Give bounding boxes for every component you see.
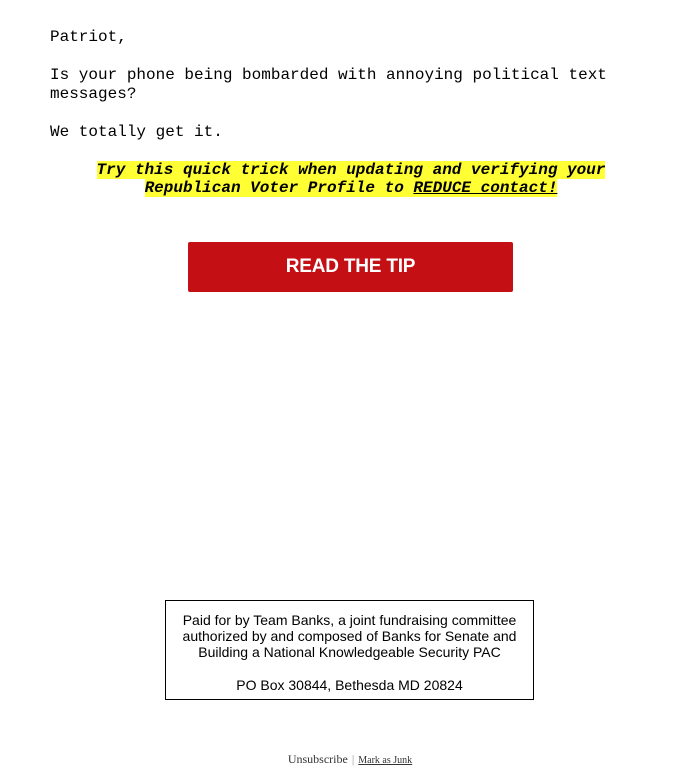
read-the-tip-button[interactable]: READ THE TIP — [188, 242, 513, 292]
greeting: Patriot, — [50, 28, 127, 46]
email-body — [50, 28, 620, 197]
intro-paragraph: Is your phone being bombarded with annoying political text messages? — [50, 66, 607, 103]
email-footer — [0, 752, 700, 767]
reduce-contact-link[interactable]: REDUCE contact! — [413, 179, 558, 197]
empathy-paragraph: We totally get it. — [50, 123, 223, 141]
paid-for-text: Paid for by Team Banks, a joint fundraising committee authorized by and composed of Banks for Senate and Building a National Knowledgeable Security PAC — [182, 612, 517, 660]
highlighted-callout — [50, 161, 620, 197]
paid-for-disclaimer — [165, 600, 534, 700]
highlighted-text — [97, 161, 606, 197]
mailing-address: PO Box 30844, Bethesda MD 20824 — [236, 677, 463, 693]
unsubscribe-link[interactable]: Unsubscribe — [287, 752, 348, 766]
callout-text: Try this quick trick when updating and verifying your Republican Voter Profile to — [96, 161, 606, 197]
footer-separator: | — [351, 752, 355, 766]
mark-as-junk-link[interactable]: Mark as Junk — [358, 755, 413, 766]
